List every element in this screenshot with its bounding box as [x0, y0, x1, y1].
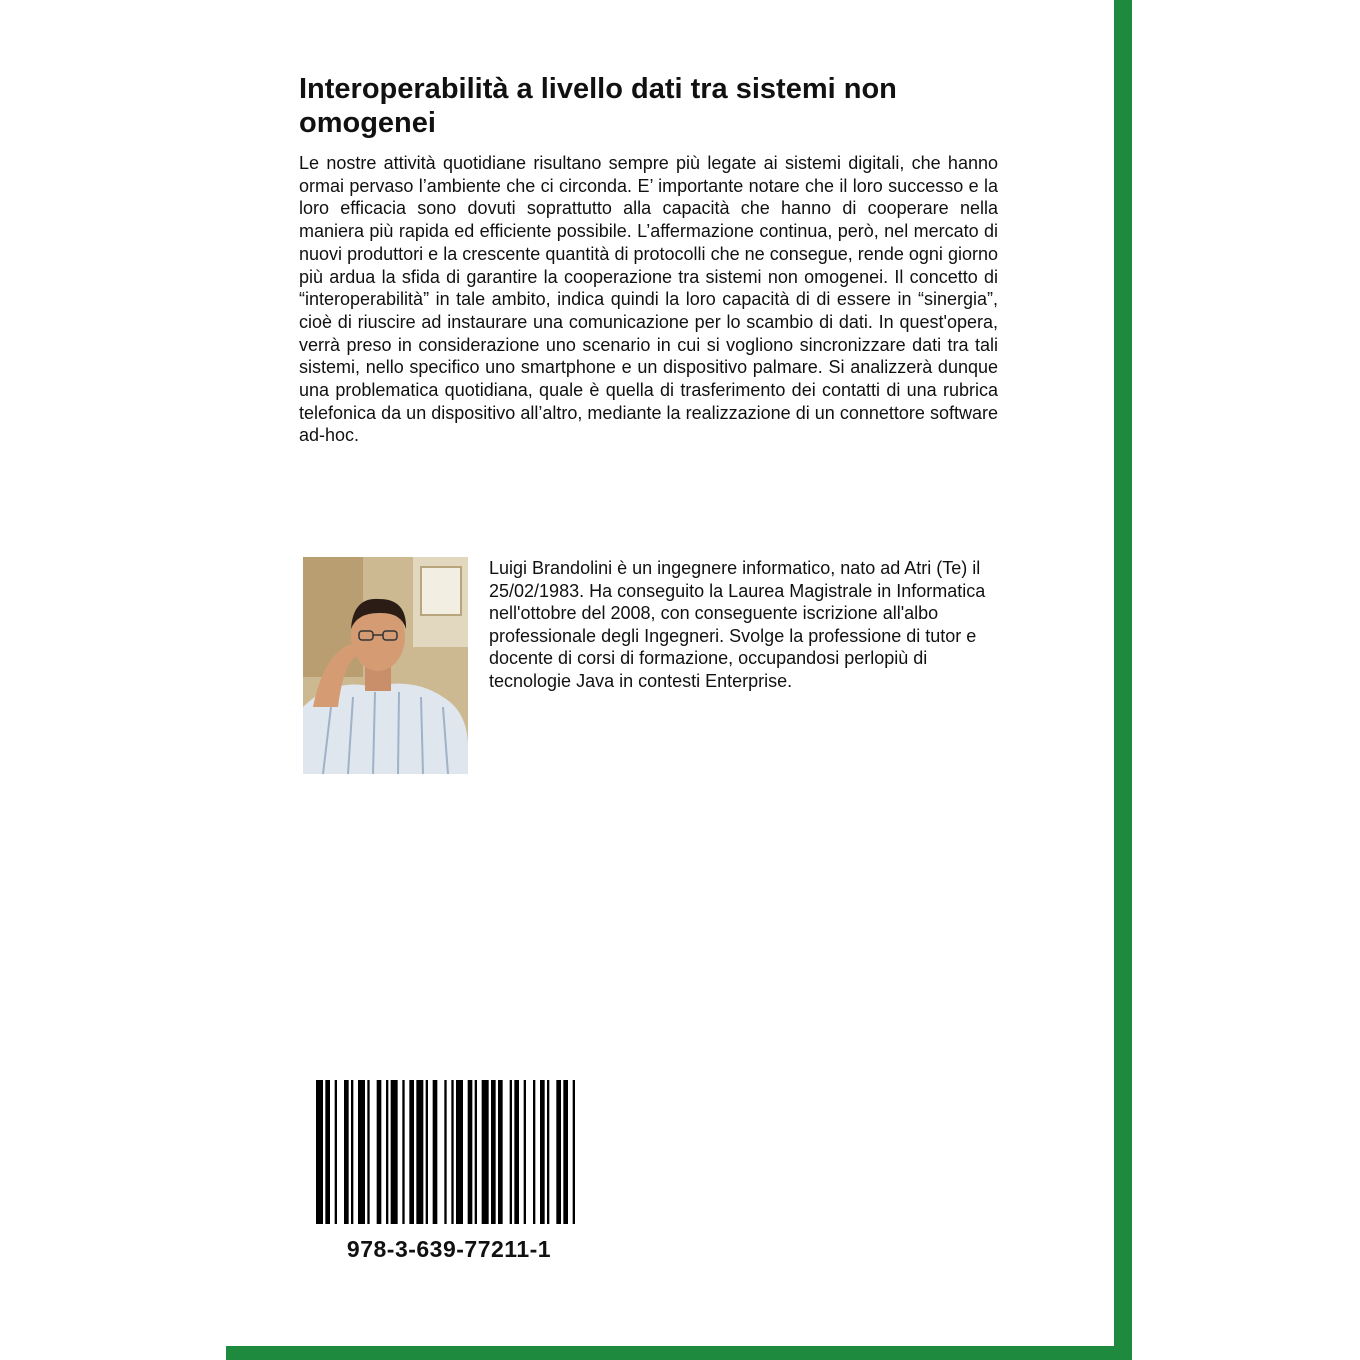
barcode: [316, 1080, 582, 1224]
book-description: Le nostre attività quotidiane risultano sempre più legate ai sistemi digitali, che hanno ormai pervaso l’ambiente che ci circonda. E’ importante notare che il loro successo e la loro efficacia sono dovuti soprattutto alla capacità che hanno di cooperare nella maniera più rapida ed efficiente possibile. L’affermazione continua, però, nel mercato di nuovi produttori e la crescente quantità di protocolli che ne consegue, rende ogni giorno più ardua la sfida di garantire la cooperazione tra sistemi non omogenei. Il concetto di “interoperabilità” in tale ambito, indica quindi la loro capacità di di essere in “sinergia”, cioè di riuscire ad instaurare una comunicazione per lo scambio di dati. In quest'opera, verrà preso in considerazione uno scenario in cui si vogliono sincronizzare dati tra tali sistemi, nello specifico uno smartphone e un dispositivo palmare. Si analizzerà dunque una problematica quotidiana, quale è quella di trasferimento dei contatti di una rubrica telefonica da un dispositivo all’altro, mediante la realizzazione di un connettore software ad-hoc.: [299, 153, 998, 446]
author-biography: Luigi Brandolini è un ingegnere informatico, nato ad Atri (Te) il 25/02/1983. Ha conseguito la Laurea Magistrale in Informatica nell'ottobre del 2008, con conseguente iscrizione all'albo professionale degli Ingegneri. Svolge la professione di tutor e docente di corsi di formazione, occupandosi perlopiù di tecnologie Java in contesti Enterprise.: [489, 558, 986, 691]
green-border-bottom: [226, 1346, 1132, 1360]
isbn-number: 978-3-639-77211-1: [346, 1236, 552, 1262]
green-border-right: [1114, 0, 1132, 1360]
book-title: Interoperabilità a livello dati tra sistemi non omogenei: [299, 73, 897, 139]
author-photo: [303, 557, 468, 774]
